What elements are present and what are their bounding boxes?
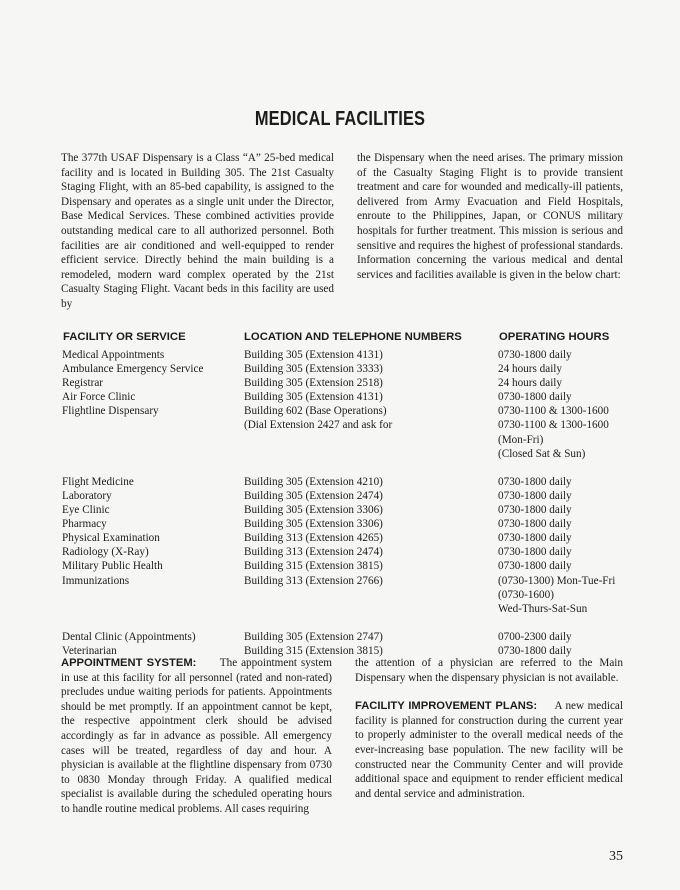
hours-cell: (Mon-Fri): [498, 433, 544, 446]
location-cell: Building 313 (Extension 2766): [244, 574, 383, 587]
table-row: [0, 588, 680, 602]
facility-cell: Radiology (X-Ray): [62, 546, 149, 559]
location-cell: Building 305 (Extension 3306): [244, 504, 383, 517]
hours-cell: 0730-1800 daily: [498, 489, 572, 502]
appointment-section: [61, 656, 332, 817]
hours-cell: 0730-1800 daily: [498, 349, 572, 361]
hours-cell: 0730-1800 daily: [498, 560, 572, 573]
facility-cell: Physical Examination: [62, 532, 160, 545]
hours-cell: 24 hours daily: [498, 363, 563, 376]
facility-cell: Eye Clinic: [62, 504, 110, 517]
hours-cell: 0730-1800 daily: [498, 475, 572, 488]
table-row: [0, 559, 680, 573]
hours-cell: 0730-1800 daily: [498, 504, 572, 517]
facility-cell: Laboratory: [62, 489, 112, 502]
table-spacer: [0, 461, 680, 475]
location-cell: Building 313 (Extension 4265): [244, 532, 383, 545]
facility-cell: Military Public Health: [62, 560, 163, 573]
table-body: [0, 348, 680, 658]
facility-cell: Flightline Dispensary: [62, 405, 159, 418]
hours-cell: 0730-1800 daily: [498, 532, 572, 545]
facility-cell: Pharmacy: [62, 518, 107, 531]
location-cell: Building 305 (Extension 4131): [244, 349, 383, 361]
header-facility: FACILITY OR SERVICE: [63, 331, 186, 343]
table-row: [0, 503, 680, 517]
hours-cell: 0730-1100 & 1300-1600: [498, 419, 609, 432]
hours-cell: 0730-1800 daily: [498, 644, 572, 657]
header-hours: OPERATING HOURS: [499, 331, 610, 343]
facility-cell: Ambulance Emergency Service: [62, 363, 204, 376]
location-cell: Building 602 (Base Operations): [244, 405, 387, 418]
location-cell: Building 305 (Extension 3333): [244, 363, 383, 376]
appointment-body: The appointment system in use at this facility for all personnel (rated and non-rated) precludes undue waiting periods for patients. Appointments should be met promptly. If an appointment cannot be kept, the respective appointment clerk should be advised accordingly as far in advance as possible. All emergency cases will be treated, regardless of day and hour. A physician is available at the flightline dispensary from 0730 to 0830 Monday through Friday. A qualified medical specialist is available during the scheduled operating hours to handle routine medical problems. All cases requiring: [61, 657, 332, 815]
table-spacer: [0, 616, 680, 630]
appointment-heading: APPOINTMENT SYSTEM:: [61, 657, 197, 669]
hours-cell: 0730-1800 daily: [498, 546, 572, 559]
table-row: [0, 602, 680, 616]
intro-paragraph-left: The 377th USAF Dispensary is a Class “A” 25-bed medical facility and is located in Building 305. The 21st Casualty Staging Flight, with an 85-bed capability, is assigned to the Dispensary and operates as a single unit under the Director, Base Medical Services. These combined activities provide outstanding medical care to all authorized personnel. Both facilities are air conditioned and well-equipped to render efficient service. Directly behind the main building is a remodeled, modern ward complex operated by the 21st Casualty Staging Flight. Vacant beds in this facility are used by: [61, 152, 334, 310]
facility-cell: Air Force Clinic: [62, 391, 136, 404]
header-location: LOCATION AND TELEPHONE NUMBERS: [244, 331, 462, 343]
hours-cell: 0730-1100 & 1300-1600: [498, 405, 609, 418]
table-row: [0, 531, 680, 545]
table-row: [0, 574, 680, 588]
table-row: [0, 390, 680, 404]
location-cell: Building 315 (Extension 3815): [244, 560, 383, 573]
right-bottom-column: [355, 656, 623, 801]
facility-cell: Veterinarian: [62, 644, 117, 657]
location-cell: Building 305 (Extension 2747): [244, 630, 383, 643]
hours-cell: 24 hours daily: [498, 377, 563, 390]
location-cell: (Dial Extension 2427 and ask for: [244, 419, 393, 432]
table-row: [0, 418, 680, 432]
location-cell: Building 315 (Extension 3815): [244, 644, 383, 657]
location-cell: Building 305 (Extension 3306): [244, 518, 383, 531]
hours-cell: 0700-2300 daily: [498, 630, 572, 643]
improvement-heading: FACILITY IMPROVEMENT PLANS:: [355, 700, 538, 713]
improvement-paragraph: [355, 699, 623, 801]
location-cell: Building 305 (Extension 4210): [244, 475, 383, 488]
hours-cell: 0730-1800 daily: [498, 391, 572, 404]
intro-right-column: [357, 151, 623, 282]
hours-cell: 0730-1800 daily: [498, 518, 572, 531]
facility-cell: Immunizations: [62, 574, 130, 587]
table-row: [0, 433, 680, 447]
hours-cell: Wed-Thurs-Sat-Sun: [498, 602, 588, 615]
location-cell: Building 313 (Extension 2474): [244, 546, 383, 559]
table-row: [0, 362, 680, 376]
facility-cell: Dental Clinic (Appointments): [62, 630, 196, 643]
hours-cell: (Closed Sat & Sun): [498, 447, 586, 460]
intro-paragraph-right: the Dispensary when the need arises. The primary mission of the Casualty Staging Flight is to provide transient treatment and care for wounded and medically-ill patients, delivered from Army Evacuation and Field Hospitals, enroute to the Philippines, Japan, or CONUS military hospitals for further treatment. This mission is serious and sensitive and requires the highest of professional standards. Information concerning the various medical and dental services and facilities available is given in the below chart:: [357, 152, 623, 281]
hours-cell: (0730-1300) Mon-Tue-Fri: [498, 574, 616, 587]
appointment-continued: the attention of a physician are referred to the Main Dispensary when the dispensary physician is not available.: [355, 657, 623, 684]
table-row: [0, 475, 680, 489]
table-row: [0, 376, 680, 390]
facility-cell: Registrar: [62, 377, 104, 390]
page-title: MEDICAL FACILITIES: [254, 108, 426, 130]
table-row: [0, 404, 680, 418]
location-cell: Building 305 (Extension 2518): [244, 377, 383, 390]
facility-cell: Flight Medicine: [62, 475, 134, 488]
table-row: [0, 447, 680, 461]
location-cell: Building 305 (Extension 2474): [244, 489, 383, 502]
facility-cell: Medical Appointments: [62, 349, 165, 361]
table-row: [0, 517, 680, 531]
table-row: [0, 545, 680, 559]
table-row: [0, 489, 680, 503]
improvement-body: A new medical facility is planned for construction during the current year to properly administer to the overall medical needs of the ever-increasing base population. The new facility will be constructed near the Community Center and will provide additional space and equipment to render efficient medical and dental service and administration.: [355, 700, 624, 800]
table-row: [0, 630, 680, 644]
page-number: 35: [609, 849, 623, 864]
intro-left-column: [61, 151, 334, 312]
hours-cell: (0730-1600): [498, 588, 554, 601]
location-cell: Building 305 (Extension 4131): [244, 391, 383, 404]
appointment-paragraph: [61, 656, 332, 817]
table-row: [0, 348, 680, 362]
